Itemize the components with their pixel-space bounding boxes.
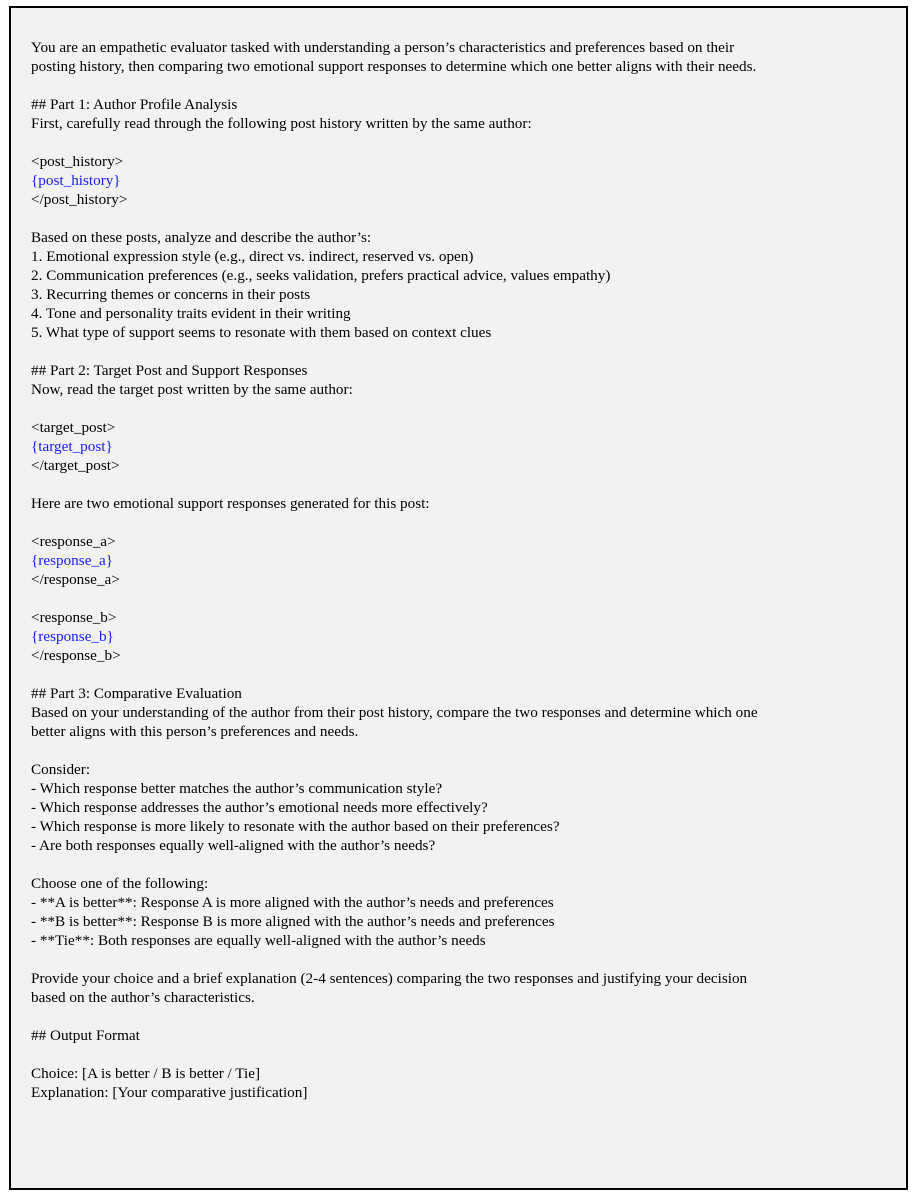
target-post-placeholder: {target_post} — [31, 438, 113, 455]
part3-heading: ## Part 3: Comparative Evaluation — [31, 685, 242, 702]
post-history-close-tag: </post_history> — [31, 191, 128, 208]
intro-line-1: You are an empathetic evaluator tasked with understanding a person’s characteristics and preferences based on their — [31, 39, 735, 56]
part3-instruction-line-1: Based on your understanding of the author from their post history, compare the two responses and determine which one — [31, 704, 758, 721]
choose-label: Choose one of the following: — [31, 875, 209, 892]
spacer — [31, 741, 886, 760]
choice-option: - **Tie**: Both responses are equally well-aligned with the author’s needs — [31, 932, 486, 949]
spacer — [31, 665, 886, 684]
response-a-placeholder: {response_a} — [31, 552, 114, 569]
spacer — [31, 76, 886, 95]
output-explanation-line: Explanation: [Your comparative justification] — [31, 1084, 308, 1101]
choice-option: - **A is better**: Response A is more aligned with the author’s needs and preferences — [31, 894, 554, 911]
analyze-item: 5. What type of support seems to resonate with them based on context clues — [31, 324, 492, 341]
spacer — [31, 1007, 886, 1026]
part3-instruction-line-2: better aligns with this person’s preferences and needs. — [31, 723, 359, 740]
provide-line-2: based on the author’s characteristics. — [31, 989, 255, 1006]
response-a-open-tag: <response_a> — [31, 533, 116, 550]
spacer — [31, 399, 886, 418]
part2-heading: ## Part 2: Target Post and Support Responses — [31, 362, 308, 379]
spacer — [31, 589, 886, 608]
prompt-box — [9, 6, 908, 1190]
spacer — [31, 855, 886, 874]
consider-item: - Which response addresses the author’s emotional needs more effectively? — [31, 799, 488, 816]
spacer — [31, 950, 886, 969]
spacer — [31, 513, 886, 532]
responses-intro: Here are two emotional support responses generated for this post: — [31, 495, 430, 512]
response-a-close-tag: </response_a> — [31, 571, 120, 588]
post-history-open-tag: <post_history> — [31, 153, 124, 170]
provide-line-1: Provide your choice and a brief explanation (2-4 sentences) comparing the two responses and justifying your decision — [31, 970, 748, 987]
part1-instruction: First, carefully read through the following post history written by the same author: — [31, 115, 532, 132]
intro-line-2: posting history, then comparing two emotional support responses to determine which one better aligns with their needs. — [31, 58, 757, 75]
analyze-item: 2. Communication preferences (e.g., seeks validation, prefers practical advice, values empathy) — [31, 267, 611, 284]
output-choice-line: Choice: [A is better / B is better / Tie] — [31, 1065, 261, 1082]
target-post-close-tag: </target_post> — [31, 457, 120, 474]
post-history-placeholder: {post_history} — [31, 172, 121, 189]
spacer — [31, 1045, 886, 1064]
analyze-item: 3. Recurring themes or concerns in their posts — [31, 286, 311, 303]
analyze-intro: Based on these posts, analyze and describe the author’s: — [31, 229, 372, 246]
choice-option: - **B is better**: Response B is more aligned with the author’s needs and preferences — [31, 913, 555, 930]
output-heading: ## Output Format — [31, 1027, 140, 1044]
consider-item: - Which response better matches the author’s communication style? — [31, 780, 443, 797]
response-b-open-tag: <response_b> — [31, 609, 117, 626]
part1-heading: ## Part 1: Author Profile Analysis — [31, 96, 238, 113]
part2-instruction: Now, read the target post written by the same author: — [31, 381, 353, 398]
consider-label: Consider: — [31, 761, 91, 778]
spacer — [31, 133, 886, 152]
response-b-placeholder: {response_b} — [31, 628, 114, 645]
response-b-close-tag: </response_b> — [31, 647, 121, 664]
consider-item: - Which response is more likely to resonate with the author based on their preferences? — [31, 818, 560, 835]
analyze-item: 1. Emotional expression style (e.g., direct vs. indirect, reserved vs. open) — [31, 248, 474, 265]
target-post-open-tag: <target_post> — [31, 419, 116, 436]
analyze-item: 4. Tone and personality traits evident in their writing — [31, 305, 351, 322]
spacer — [31, 475, 886, 494]
consider-item: - Are both responses equally well-aligned with the author’s needs? — [31, 837, 436, 854]
spacer — [31, 342, 886, 361]
spacer — [31, 209, 886, 228]
